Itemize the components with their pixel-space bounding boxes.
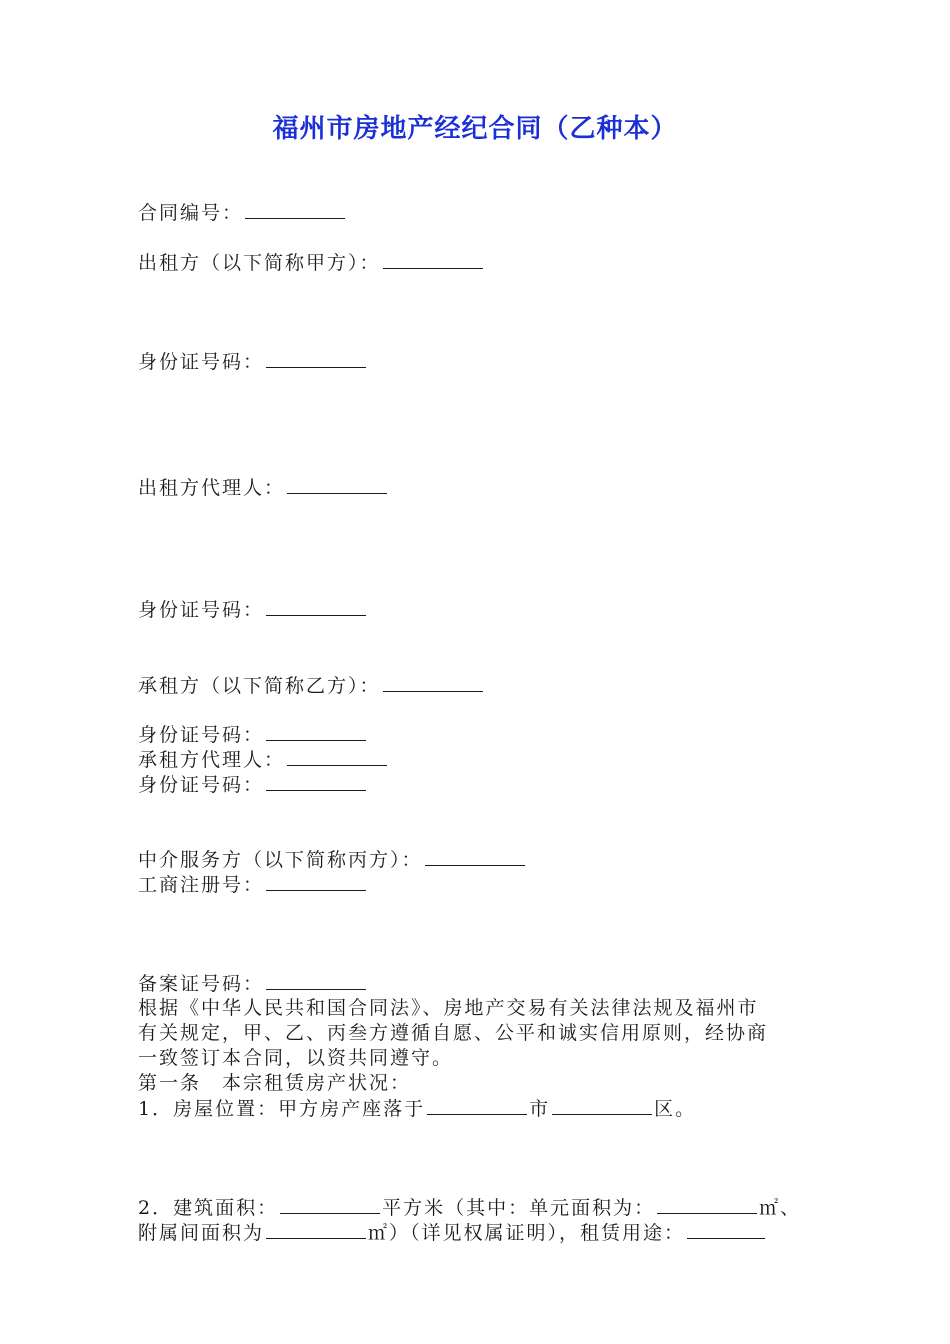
item-1-district-label: 区。 xyxy=(654,1098,697,1120)
preamble-line-3: 一致签订本合同，以资共同遵守。 xyxy=(138,1047,454,1069)
lessor-id-line xyxy=(138,349,368,375)
record-number-blank[interactable] xyxy=(266,971,366,990)
lessor-agent-id-label: 身份证号码： xyxy=(138,599,265,621)
lessor-label: 出租方（以下简称甲方）： xyxy=(138,252,381,274)
lessee-id-label: 身份证号码： xyxy=(138,724,265,746)
item-2-line-2 xyxy=(138,1220,767,1246)
item-2-usage-blank[interactable] xyxy=(687,1220,765,1239)
item-2-area-blank[interactable] xyxy=(280,1195,380,1214)
contract-number-blank[interactable] xyxy=(245,200,345,219)
preamble-line-2: 有关规定，甲、乙、丙叁方遵循自愿、公平和诚实信用原则，经协商 xyxy=(138,1022,769,1044)
item-2-annex-area-blank[interactable] xyxy=(266,1220,366,1239)
business-reg-blank[interactable] xyxy=(266,872,366,891)
document-title: 福州市房地产经纪合同（乙种本） xyxy=(272,114,678,144)
item-2-line-2-prefix: 附属间面积为 xyxy=(138,1222,265,1244)
item-1-city-label: 市 xyxy=(529,1098,551,1120)
article-1-heading: 第一条 本宗租赁房产状况： xyxy=(138,1072,412,1094)
item-2-prefix: 2．建筑面积： xyxy=(138,1197,279,1219)
lessor-agent-id-blank[interactable] xyxy=(266,597,366,616)
item-2-unit-label: 平方米（其中：单元面积为： xyxy=(382,1197,656,1219)
lessor-line xyxy=(138,250,485,276)
lessee-agent-id-label: 身份证号码： xyxy=(138,774,265,796)
lessee-agent-line xyxy=(138,747,389,773)
contract-number-line xyxy=(138,200,347,226)
item-2-line-2-suffix: ㎡）（详见权属证明），租赁用途： xyxy=(368,1222,686,1244)
lessor-agent-blank[interactable] xyxy=(287,475,387,494)
agency-line xyxy=(138,847,527,873)
lessee-agent-label: 承租方代理人： xyxy=(138,749,286,771)
lessee-id-line xyxy=(138,722,368,748)
lessor-id-blank[interactable] xyxy=(266,349,366,368)
item-1-prefix: 1．房屋位置：甲方房产座落于 xyxy=(138,1098,426,1120)
item-2-line xyxy=(138,1195,801,1221)
lessor-agent-id-line xyxy=(138,597,368,623)
business-reg-label: 工商注册号： xyxy=(138,874,265,896)
lessee-agent-blank[interactable] xyxy=(287,747,387,766)
agency-label: 中介服务方（以下简称丙方）： xyxy=(138,849,423,871)
business-reg-line xyxy=(138,872,368,898)
item-2-m2-label: ㎡、 xyxy=(759,1197,802,1219)
lessor-id-label: 身份证号码： xyxy=(138,351,265,373)
item-1-district-blank[interactable] xyxy=(552,1096,652,1115)
lessee-blank[interactable] xyxy=(383,673,483,692)
item-2-unit-area-blank[interactable] xyxy=(657,1195,757,1214)
agency-blank[interactable] xyxy=(425,847,525,866)
lessee-label: 承租方（以下简称乙方）： xyxy=(138,675,381,697)
lessee-agent-id-blank[interactable] xyxy=(266,772,366,791)
lessee-id-blank[interactable] xyxy=(266,722,366,741)
item-1-line xyxy=(138,1096,696,1122)
contract-number-label: 合同编号： xyxy=(138,202,244,224)
lessee-line xyxy=(138,673,485,699)
record-number-line xyxy=(138,971,368,997)
lessor-blank[interactable] xyxy=(383,250,483,269)
lessor-agent-label: 出租方代理人： xyxy=(138,477,286,499)
preamble-line-1: 根据《中华人民共和国合同法》、房地产交易有关法律法规及福州市 xyxy=(138,997,759,1019)
item-1-city-blank[interactable] xyxy=(427,1096,527,1115)
lessor-agent-line xyxy=(138,475,389,501)
record-number-label: 备案证号码： xyxy=(138,973,265,995)
lessee-agent-id-line xyxy=(138,772,368,798)
